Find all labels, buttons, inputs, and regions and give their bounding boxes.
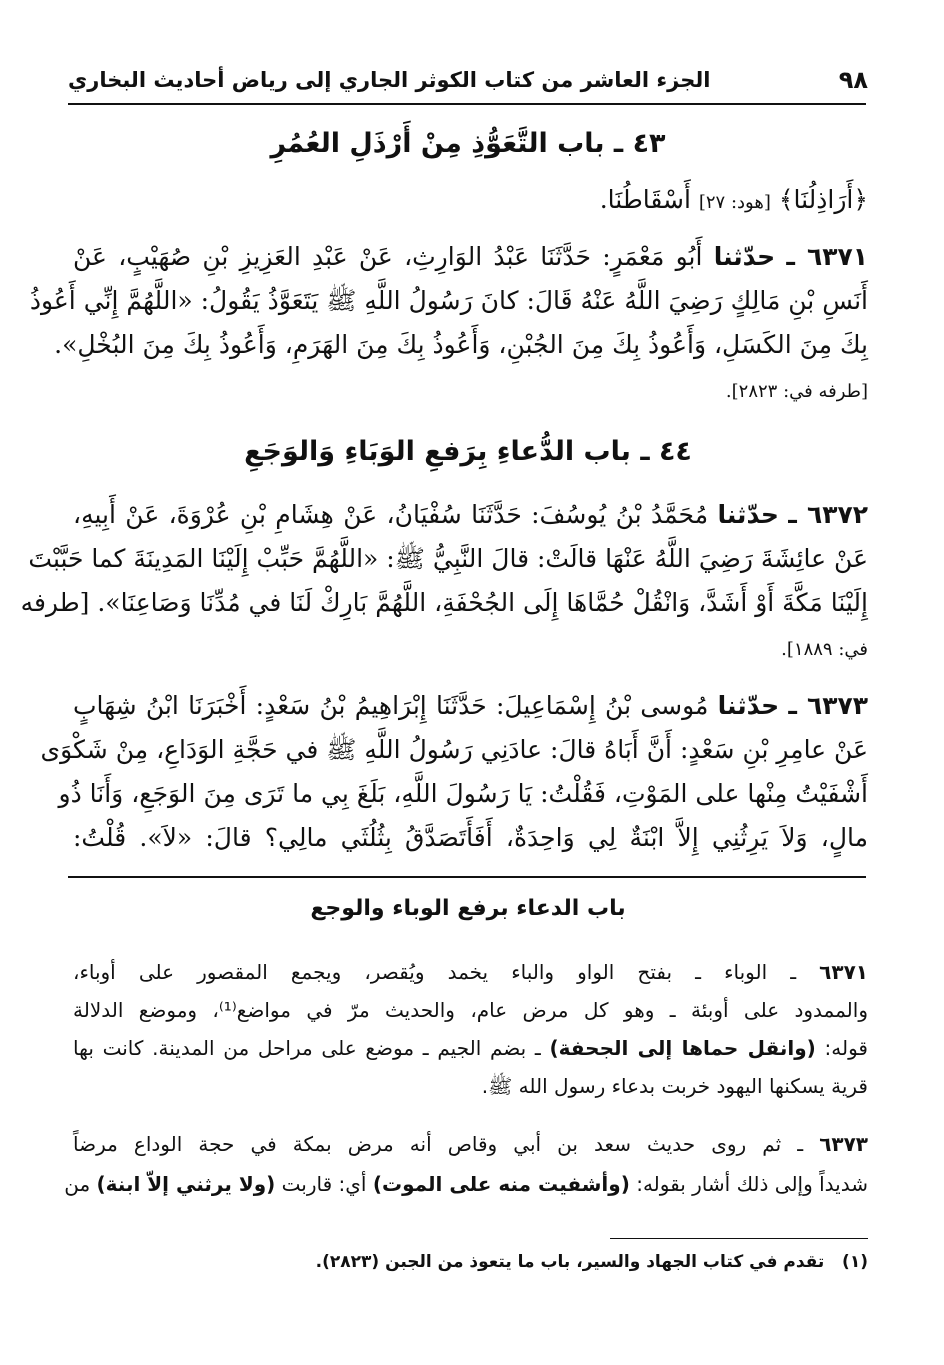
- footnote-text: تقدم في كتاب الجهاد والسير، باب ما يتعوذ من الجبن (٢٨٢٣).: [315, 1252, 825, 1272]
- book-title: الجزء العاشر من كتاب الكوثر الجاري إلى رياض أحاديث البخاري: [68, 68, 711, 92]
- commentary-text: ـ ثم روى حديث سعد بن أبي وقاص أنه مرض بمكة في حجة الوداع مرضاً: [73, 1132, 804, 1156]
- commentary-text: ـ الوباء ـ بفتح الواو والباء يخمد ويُقصر، ويجمع المقصور على أوباء،: [73, 960, 797, 984]
- commentary-text: شديداً وإلى ذلك أشار بقوله:: [636, 1172, 868, 1196]
- commentary-text: من: [64, 1172, 91, 1196]
- commentary-heading: باب الدعاء برفع الوباء والوجع: [310, 896, 626, 921]
- footnote: [73, 1252, 868, 1272]
- hadith-6371-line-3: بِكَ مِنَ الكَسَلِ، وَأَعُوذُ بِكَ مِنَ الجُبْنِ، وَأَعُوذُ بِكَ مِنَ الهَرَمِ، وَأَعُوذُ بِكَ مِنَ البُخْلِ».: [54, 330, 868, 359]
- hadith-number: ٦٣٧٢ ـ: [788, 500, 869, 529]
- hadith-6372-reference: في: ١٨٨٩].: [781, 639, 868, 660]
- commentary-quote: (وانقل حماها إلى الجحفة): [549, 1036, 816, 1060]
- hadith-number: ٦٣٧١ ـ: [786, 242, 869, 271]
- page-number: ٩٨: [838, 66, 868, 94]
- hadith-6371-line-2: أَنَسِ بْنِ مَالِكٍ رَضِيَ اللَّهُ عَنْهُ قَالَ: كانَ رَسُولُ اللَّهِ ﷺ يَتَعَوَّذُ يَقُولُ: «اللَّهُمَّ إِنِّي أَعُوذُ: [29, 286, 868, 315]
- hadith-6373-line-3: أَشْفَيْتُ مِنْها على المَوْتِ، فَقُلْتُ: يَا رَسُولَ اللَّهِ، بَلَغَ بِي ما تَرَى مِنَ الوَجَعِ، وَأَنَا ذُو: [58, 779, 868, 808]
- commentary-text: أي: قاربت: [281, 1172, 367, 1196]
- chapter-heading-44: ٤٤ ـ باب الدُّعاءِ بِرَفعِ الوَبَاءِ وَالوَجَعِ: [244, 436, 692, 467]
- hadith-text: أَبُو مَعْمَرٍ: حَدَّثَنَا عَبْدُ الوَارِثِ، عَنْ عَبْدِ العَزِيزِ بْنِ صُهَيْبٍ، عَنْ: [73, 242, 703, 271]
- hadith-lead: حدّثنا: [717, 691, 780, 720]
- hadith-6372-line-1: [73, 495, 868, 535]
- gloss-line: [73, 180, 868, 223]
- running-header: [68, 60, 868, 100]
- hadith-6373-line-1: [73, 686, 868, 726]
- commentary-quote: (ولا يرثني إلاّ ابنة): [96, 1172, 276, 1196]
- commentary-divider: [68, 876, 866, 878]
- commentary-number: ٦٣٧١: [819, 960, 868, 984]
- gloss-word: ﴿أَرَاذِلُنَا﴾: [778, 185, 868, 214]
- hadith-6372-line-3: إِلَيْنَا مَكَّةَ أَوْ أَشَدَّ، وَانْقُلْ حُمَّاهَا إِلَى الجُحْفَةِ، اللَّهُمَّ بَارِكْ لَنَا في مُدِّنَا وَصَاعِنَا». [طرفه: [20, 588, 868, 617]
- chapter-heading-43: ٤٣ ـ باب التَّعَوُّذِ مِنْ أَرْذَلِ العُمُرِ: [270, 128, 666, 159]
- commentary-quote: (وأشفيت منه على الموت): [372, 1172, 630, 1196]
- hadith-6373-line-4: مالٍ، وَلاَ يَرِثُنِي إِلاَّ ابْنَةٌ لِي وَاحِدَةٌ، أَفَأَتَصَدَّقُ بِثُلُثَي مالِي؟ قالَ: «لاَ». قُلْتُ:: [73, 823, 868, 852]
- hadith-6371-reference: [طرفه في: ٢٨٢٣].: [725, 381, 868, 402]
- gloss-reference: [هود: ٢٧]: [698, 192, 771, 213]
- header-divider: [68, 103, 866, 105]
- hadith-number: ٦٣٧٣ ـ: [788, 691, 869, 720]
- hadith-text: مُوسى بْنُ إِسْمَاعِيلَ: حَدَّثَنَا إِبْرَاهِيمُ بْنُ سَعْدٍ: أَخْبَرَنَا ابْنُ شِهَابٍ: [73, 691, 709, 720]
- footnote-divider: [610, 1238, 868, 1239]
- commentary-6373-line-2: [64, 1164, 868, 1204]
- commentary-text: قوله:: [824, 1036, 868, 1060]
- hadith-6373-line-2: عَنْ عامِرِ بْنِ سَعْدٍ: أَنَّ أَبَاهُ قالَ: عادَنِي رَسُولُ اللَّهِ ﷺ في حَجَّةِ الوَدَاعِ، مِنْ شَكْوَى: [40, 735, 868, 764]
- commentary-6371-line-2: والممدود على أوبئة ـ وهو كل مرض عام، والحديث مرّ في مواضع⁽¹⁾، وموضع الدلالة: [73, 998, 868, 1022]
- hadith-text: مُحَمَّدُ بْنُ يُوسُفَ: حَدَّثَنَا سُفْيَانُ، عَنْ هِشَامِ بْنِ عُرْوَةَ، عَنْ أَبِيهِ،: [73, 500, 709, 529]
- footnote-marker: (١): [842, 1252, 868, 1272]
- commentary-6371-line-4: قرية يسكنها اليهود خربت بدعاء رسول الله ﷺ.: [481, 1074, 868, 1098]
- hadith-6372-line-2: عَنْ عائِشَةَ رَضِيَ اللَّهُ عَنْهَا قالَتْ: قالَ النَّبِيُّ ﷺ: «اللَّهُمَّ حَبِّبْ إِلَيْنَا المَدِينَةَ كما حَبَّبْتَ: [28, 544, 868, 573]
- commentary-6371-line-3: [73, 1028, 868, 1068]
- gloss-meaning: أَسْقَاطُنَا.: [599, 185, 691, 214]
- commentary-number: ٦٣٧٣: [819, 1132, 869, 1156]
- hadith-6371-line-1: [73, 237, 868, 277]
- commentary-text: ـ بضم الجيم ـ موضع على مراحل من المدينة. كانت بها: [73, 1036, 541, 1060]
- hadith-lead: حدّثنا: [713, 242, 776, 271]
- commentary-6371-line-1: [73, 952, 868, 992]
- commentary-6373-line-1: [73, 1124, 868, 1164]
- hadith-lead: حدّثنا: [717, 500, 779, 529]
